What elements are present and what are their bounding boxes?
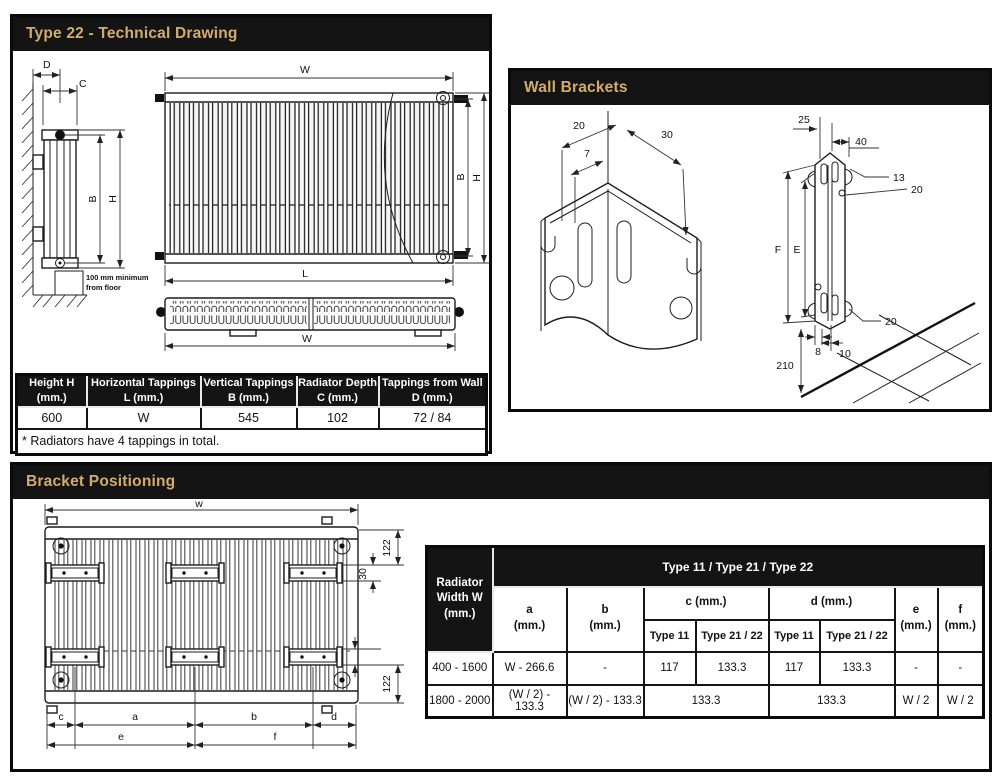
cell-d-type2122: 133.3 (820, 652, 895, 685)
technical-drawing-body (13, 51, 489, 451)
table-row (427, 652, 984, 685)
wall-brackets-body (511, 105, 989, 409)
cell-b: (W / 2) - 133.3 (567, 685, 644, 718)
spec-value: 545 (201, 407, 297, 429)
pos-header-a: a (mm.) (493, 587, 567, 652)
wall-bracket-marker (284, 647, 342, 667)
flat-dim-13-label: 13 (893, 172, 905, 184)
flat-dim-25-label: 25 (798, 114, 810, 126)
pos-dim-d-label: d (331, 711, 337, 723)
spec-value: 72 / 84 (379, 407, 487, 429)
pos-subheader-d-type11: Type 11 (769, 620, 820, 652)
dim-w-label: W (300, 64, 310, 76)
floor-note-line1: 100 mm minimum (86, 273, 149, 282)
pos-subheader-d-type2122: Type 21 / 22 (820, 620, 895, 652)
pos-dim-a-label: a (132, 711, 138, 723)
pos-dim-30-label: 30 (357, 568, 369, 580)
cell-b: - (567, 652, 644, 685)
pos-header-d: d (mm.) (769, 587, 895, 620)
pos-dim-122bot-label: 122 (381, 675, 393, 693)
iso-dim-30-label: 30 (661, 129, 673, 141)
cell-c-type2122: 133.3 (696, 652, 769, 685)
flat-dim-e-label: E (793, 244, 801, 256)
technical-drawing-title: Type 22 - Technical Drawing (13, 17, 489, 51)
spec-header-depth: Radiator Depth C (mm.) (297, 375, 379, 407)
pos-dim-w-label: w (195, 498, 203, 510)
flat-dim-10-label: 10 (839, 348, 851, 360)
flat-dim-40-label: 40 (855, 136, 867, 148)
radiator-top-view-drawing (153, 293, 489, 371)
cell-e: - (895, 652, 938, 685)
wall-bracket-marker (166, 647, 224, 667)
spec-value: 600 (17, 407, 87, 429)
flat-dim-20top-label: 20 (911, 184, 923, 196)
spec-value: W (87, 407, 201, 429)
floor-note-line2: from floor (86, 283, 121, 292)
wall-bracket-marker (284, 563, 342, 583)
spec-value: 102 (297, 407, 379, 429)
wall-brackets-panel (508, 68, 992, 412)
spec-table (15, 373, 488, 456)
pos-subheader-c-type2122: Type 21 / 22 (696, 620, 769, 652)
pos-header-types: Type 11 / Type 21 / Type 22 (493, 547, 984, 587)
pos-header-c: c (mm.) (644, 587, 769, 620)
cell-a: (W / 2) - 133.3 (493, 685, 567, 718)
spec-header-wall: Tappings from Wall D (mm.) (379, 375, 487, 407)
wall-bracket-marker (166, 563, 224, 583)
dim-w-top-label: W (302, 333, 312, 345)
bracket-flat-drawing (761, 107, 989, 405)
pos-dim-c-label: c (58, 711, 64, 723)
pos-header-e: e (mm.) (895, 587, 938, 652)
flat-dim-210-label: 210 (776, 360, 794, 372)
cell-c-type11: 117 (644, 652, 696, 685)
pos-header-b: b (mm.) (567, 587, 644, 652)
cell-a: W - 266.6 (493, 652, 567, 685)
spec-header-horizontal: Horizontal Tappings L (mm.) (87, 375, 201, 407)
dim-c-label: C (79, 78, 87, 90)
radiator-front-view-drawing (153, 55, 489, 295)
pos-dim-f-label: f (273, 731, 277, 743)
pos-header-radiator-width: Radiator Width W (mm.) (427, 547, 493, 652)
iso-dim-7-label: 7 (584, 148, 590, 160)
flat-dim-8-label: 8 (815, 346, 821, 358)
radiator-side-view-drawing (17, 55, 157, 355)
cell-c: 133.3 (644, 685, 769, 718)
cell-e: W / 2 (895, 685, 938, 718)
bracket-positioning-title: Bracket Positioning (13, 465, 989, 499)
wall-bracket-marker (46, 563, 104, 583)
spec-header-vertical: Vertical Tappings B (mm.) (201, 375, 297, 407)
pos-dim-b-label: b (251, 711, 257, 723)
cell-d: 133.3 (769, 685, 895, 718)
iso-dim-20-label: 20 (573, 120, 585, 132)
bracket-positioning-drawing (21, 499, 421, 765)
spec-footnote: * Radiators have 4 tappings in total. (17, 429, 487, 455)
cell-d-type11: 117 (769, 652, 820, 685)
pos-dim-122top-label: 122 (381, 539, 393, 557)
cell-f: - (938, 652, 984, 685)
wall-bracket-marker (46, 647, 104, 667)
spec-header-height: Height H (mm.) (17, 375, 87, 407)
table-row (427, 685, 984, 718)
dim-h-label: H (107, 195, 119, 203)
flat-dim-f-label: F (774, 244, 782, 256)
bracket-iso-drawing (517, 109, 761, 405)
dim-h2-label: H (471, 174, 483, 182)
wall-brackets-title: Wall Brackets (511, 71, 989, 105)
cell-f: W / 2 (938, 685, 984, 718)
pos-header-f: f (mm.) (938, 587, 984, 652)
dim-l-label: L (302, 268, 308, 280)
dim-b-label: B (87, 195, 99, 203)
dim-b2-label: B (455, 173, 467, 181)
cell-width-range: 1800 - 2000 (427, 685, 493, 718)
technical-drawing-panel (10, 14, 492, 454)
positioning-table (425, 545, 985, 719)
pos-dim-e-label: e (118, 731, 124, 743)
pos-subheader-c-type11: Type 11 (644, 620, 696, 652)
bracket-positioning-panel (10, 462, 992, 772)
bracket-positioning-body (13, 499, 989, 769)
cell-width-range: 400 - 1600 (427, 652, 493, 685)
dim-d-label: D (43, 59, 51, 71)
flat-dim-20bot-label: 20 (885, 316, 897, 328)
